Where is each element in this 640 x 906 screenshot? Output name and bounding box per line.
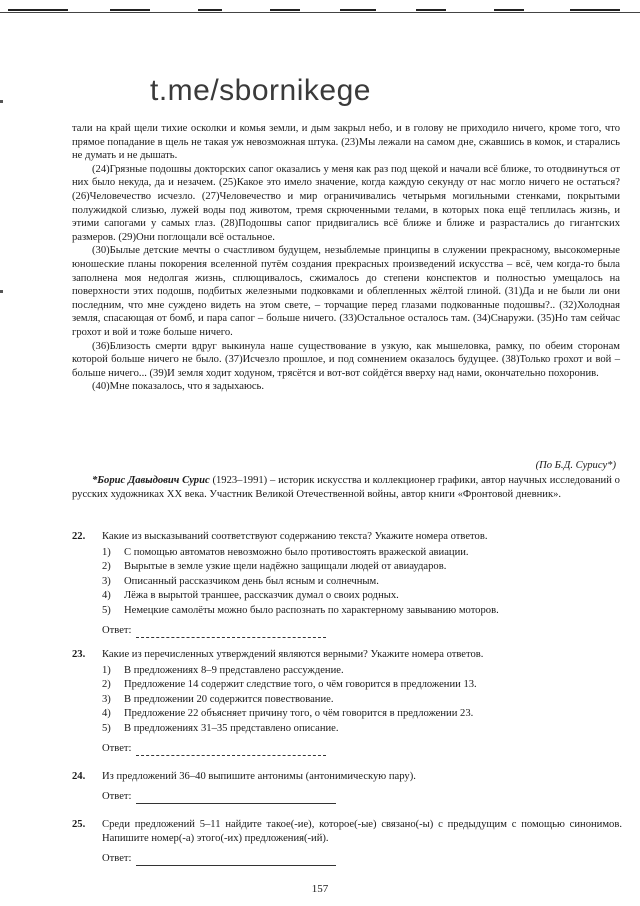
task-23 (72, 648, 622, 756)
author-bio: (1923–1991) – историк искусства и коллекционер графики, автор научных исследований о русских художниках XX века. Участник Великой Отечественной войны, автор книги «Фронтовой дневник». (72, 475, 620, 500)
answer-label: Ответ: (102, 743, 132, 755)
answer-row (102, 742, 622, 756)
option-text: Описанный рассказчиком день был ясным и солнечным. (124, 575, 379, 587)
option-text: С помощью автоматов невозможно было противостоять вражеской авиации. (124, 547, 469, 558)
option-text: Лёжа в вырытой траншее, рассказчик думал о своих родных. (124, 590, 399, 602)
answer-label: Ответ: (102, 791, 132, 802)
options-list (102, 546, 622, 618)
answer-row (102, 624, 622, 638)
answer-field[interactable] (136, 626, 326, 638)
task-question: Среди предложений 5–11 найдите такое(-ие), которое(-ые) связано(-ы) с предыдущим с помощью синонимов. Напишите номер(-а) этого(-их) предложения(-ий). (102, 819, 622, 844)
task-24 (72, 770, 622, 804)
task-22 (72, 530, 622, 638)
source-attribution: (По Б.Д. Сурису*) (535, 460, 616, 471)
page-number: 157 (311, 883, 329, 895)
option[interactable] (102, 589, 622, 603)
task-number: 25. (72, 819, 86, 830)
option-number: 5) (102, 604, 111, 616)
author-footnote (72, 474, 620, 501)
task-number: 22. (72, 531, 86, 542)
paragraph: (24)Грязные подошвы докторских сапог оказались у меня как раз под щекой и начали всё ближе, то отодвинуться от них было некуда, да и незачем. (25)Какое это имело значение, когда каждую секунду от нас могло ничего не остаться? (26)Человечество исчезло. (27)Человечество и мир ограничивались четырьмя могильными стенками, покрытыми полужидкой слизью, лужей воды под животом, тремя скрюченными телами, в которых пока ещё теплилась жизнь, и этими сапогами у самых глаз. (28)Подошвы сапог придвигались всё ближе и ближе и разрастались до гигантских размеров. (29)Они поглощали всё остальное. (72, 163, 620, 243)
option[interactable] (102, 678, 622, 692)
paragraph: тали на край щели тихие осколки и комья земли, и дым закрыл небо, и в голову не приходило ничего, кроме того, что прямое попадание в щель не такая уж невозможная штука. (23)Мы лежали на самом дне, сжавшись в комок, и старались не думать и не дышать. (72, 123, 620, 162)
option-text: Предложение 14 содержит следствие того, о чём говорится в предложении 13. (124, 679, 477, 691)
answer-field[interactable] (136, 792, 336, 804)
margin-mark (0, 100, 3, 103)
option-text: Предложение 22 объясняет причину того, о чём говорится в предложении 23. (124, 708, 474, 720)
option-number: 1) (102, 665, 111, 676)
option-number: 4) (102, 708, 111, 720)
option[interactable] (102, 707, 622, 721)
answer-field[interactable] (136, 854, 336, 866)
watermark: t.me/sbornikege (150, 74, 371, 107)
task-25 (72, 818, 622, 866)
top-dash (110, 9, 150, 11)
task-question: Какие из перечисленных утверждений являются верными? Укажите номера ответов. (102, 649, 484, 660)
task-question: Какие из высказываний соответствуют содержанию текста? Укажите номера ответов. (102, 531, 488, 542)
option-number: 4) (102, 590, 111, 602)
option[interactable] (102, 722, 622, 736)
text-body (72, 122, 620, 394)
top-dash (570, 9, 620, 11)
paragraph: (36)Близость смерти вдруг выкинула наше существование в узкую, как мышеловка, рамку, по обеим сторонам которой больше ничего не было. (37)Исчезло прошлое, и под сомнением оказалось будущее. (38)Только грохот и вой – больше ничего... (39)И земля ходит ходуном, трясётся и вот-вот сойдётся вверху над нами, окончательно похоронив. (72, 340, 620, 379)
answer-label: Ответ: (102, 625, 132, 637)
option[interactable] (102, 546, 622, 560)
page-top-border (0, 0, 640, 13)
option-number: 2) (102, 561, 111, 573)
top-dash (416, 9, 446, 11)
option-number: 5) (102, 722, 111, 734)
option[interactable] (102, 693, 622, 707)
option-number: 3) (102, 575, 111, 587)
answer-label: Ответ: (102, 853, 132, 864)
top-dash (340, 9, 376, 11)
option-number: 1) (102, 547, 111, 558)
paragraph: (40)Мне показалось, что я задыхаюсь. (92, 381, 265, 393)
option[interactable] (102, 664, 622, 678)
top-dash (8, 9, 68, 11)
option[interactable] (102, 604, 622, 618)
top-dash (270, 9, 300, 11)
top-dash (198, 9, 222, 11)
margin-mark (0, 290, 3, 293)
option[interactable] (102, 575, 622, 589)
option-text: В предложениях 8–9 представлено рассуждение. (124, 665, 344, 676)
options-list (102, 664, 622, 736)
paragraph: (30)Былые детские мечты о счастливом будущем, незыблемые принципы в служении прекрасному, высокомерные юношеские планы покорения вселенной путём создания прекрасных произведений искусства – всё, чем когда-то была заполнена моя недолгая жизнь, сплющивалось, сжималось до степени конспектов и полностью умещалось на поверхности этих подошв, подбитых железными подковками и облепленных жёлтой глиной. (31)Да и не были ли они последним, что мне суждено видеть на этом свете, – торчащие перед глазами подкованные подошвы?.. (32)Холодная земля, спасающая от бомб, и пара сапог – больше ничего. (33)Остальное осталось там. (34)Снаружи. (35)Но там сейчас грохот и вой и тоже больше ничего. (72, 245, 620, 338)
author-name: *Борис Давыдович Сурис (92, 475, 210, 486)
answer-row (102, 852, 622, 866)
option[interactable] (102, 560, 622, 574)
option-text: Вырытые в земле узкие щели надёжно защищали людей от авиаударов. (124, 561, 447, 573)
answer-field[interactable] (136, 744, 326, 756)
option-text: В предложениях 31–35 представлено описание. (124, 722, 339, 734)
option-text: В предложении 20 содержится повествование. (124, 693, 334, 705)
answer-row (102, 790, 622, 804)
task-number: 23. (72, 649, 86, 660)
task-number: 24. (72, 771, 86, 782)
option-text: Немецкие самолёты можно было распознать по характерному завыванию моторов. (124, 604, 499, 616)
option-number: 2) (102, 679, 111, 691)
top-dash (494, 9, 524, 11)
option-number: 3) (102, 693, 111, 705)
task-question: Из предложений 36–40 выпишите антонимы (антонимическую пару). (102, 771, 416, 782)
